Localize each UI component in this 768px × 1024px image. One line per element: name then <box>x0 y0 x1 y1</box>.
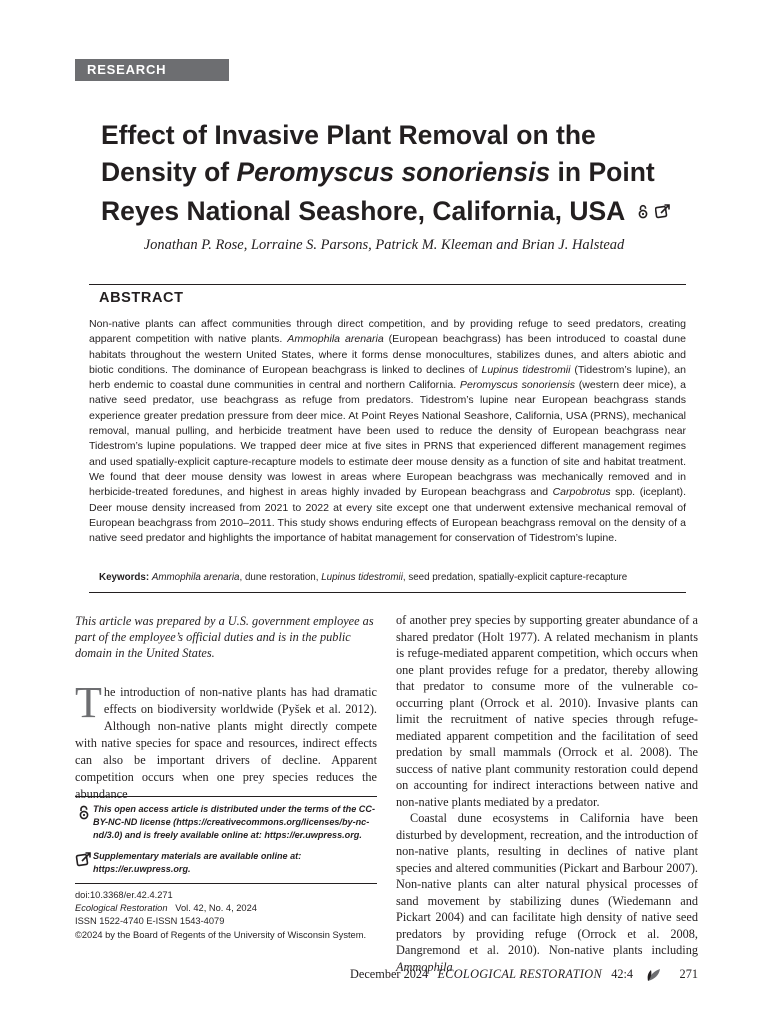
abstract-heading: ABSTRACT <box>99 290 184 306</box>
open-access-note: This open access article is distributed under the terms of the CC-BY-NC-ND license (https://creativecommons.org/licenses/by-nc-nd/3.0) and is freely available online at: https://er.uwpress.org. <box>93 804 375 840</box>
journal-name: Ecological Restoration <box>75 903 168 914</box>
copyright: ©2024 by the Board of Regents of the University of Wisconsin System. <box>75 929 367 940</box>
abstract-body: Non-native plants can affect communities through direct competition, and by providing refuge to seed predators, creating apparent competition with native plants. Ammophila arenaria (European beachgrass) has been introduced to coastal dune habitats throughout the western United States, where it forms dense monocultures, stabilizes dunes, and alters abiotic and biotic conditions. The dominance of European beachgrass is linked to declines of Lupinus tidestromii (Tidestrom’s lupine), an herb endemic to coastal dune communities in central and northern California. Peromyscus sonoriensis (western deer mice), a native seed predator, use beachgrass as refuge from predators. Tidestrom’s lupine near European beachgrass stands experience greater predation pressure from deer mice. At Point Reyes National Seashore, California, USA (PRNS), mechanical removal, manual pulling, and herbicide treatment have been used to reduce the density of European beachgrass near Tidestrom’s lupine populations. We trapped deer mice at five sites in PRNS that experienced different management regimes and used spatially-explicit capture-recapture models to estimate deer mouse density as a function of site and habitat treatment. We found that deer mouse density was lowest in areas where European beachgrass was mechanically removed and in herbicide-treated foredunes, and highest in areas highly invaded by European beachgrass and Carpobrotus spp. (iceplant). Deer mouse density increased from 2021 to 2022 at every site except one that underwent extensive mechanical removal of European beachgrass from 2010–2011. This study shows enduring effects of European beachgrass removal on the density of a native seed predator and highlights the importance of habitat management for conservation of Tidestrom’s lupine. <box>89 318 687 545</box>
doi[interactable]: doi:10.3368/er.42.4.271 <box>75 890 173 900</box>
license-notes <box>75 796 377 876</box>
footer-issue: 42:4 <box>611 967 634 981</box>
supplementary-material-icon <box>75 852 93 867</box>
page-footer <box>350 967 698 982</box>
drop-cap: T <box>75 678 102 727</box>
title-species: Peromyscus sonoriensis <box>236 157 551 187</box>
paragraph: Coastal dune ecosystems in California have been disturbed by development, recreation, and the introduction of non-native plants, resulting in declines of native plant species and altered communities (Pickart and Barbour 2007). Non-native plants can alter natural physical processes of sand movement by stabilizing dunes (Wiedemann and Pickart 2004) and can facilitate high density of native seed predators by providing refuge (Orrock et al. 2008, Dangremond et al. 2010). Non-native plants including Ammophila <box>396 811 698 974</box>
article-type-badge: RESEARCH ARTICLE <box>75 59 229 81</box>
intro-paragraph: The introduction of non-native plants has had dramatic effects on biodiversity worldwide (Pyšek et al. 2012). Although non-native plants might directly compete with native species for space and resources, indirect effects can also be important drivers of decline. Apparent competition occurs when one prey species reduces the abundance <box>75 678 377 801</box>
open-access-icon[interactable] <box>638 204 648 219</box>
volume-info: Vol. 42, No. 4, 2024 <box>175 903 257 914</box>
paragraph: of another prey species by supporting greater abundance of a shared predator (Holt 1977). A related mechanism in plants is refuge-mediated apparent competition, which occurs when one plant provides refuge for a predator, thereby allowing that predator to consume more of the vulnerable co-occurring plant (Orrock et al. 2010). Invasive plants can limit the recruitment of native species through refuge-mediated apparent competition and the facilitation of seed predation by small mammals (Orrock et al. 2008). The success of native plant community restoration could depend on accounting for indirect interactions between native and non-native plants mediated by a predator. <box>396 613 698 809</box>
citation-block <box>75 883 377 942</box>
right-column-body <box>396 612 698 975</box>
page-number: 271 <box>679 967 698 981</box>
title-line-1: Effect of Invasive Plant Removal on the <box>101 120 596 150</box>
open-access-icon <box>75 805 93 820</box>
title-line-3: Reyes National Seashore, California, USA <box>101 196 625 226</box>
supplementary-material-icon[interactable] <box>655 204 671 219</box>
title-line-2b: in Point <box>550 157 655 187</box>
journal-leaf-icon <box>646 968 662 982</box>
issn: ISSN 1522-4740 E-ISSN 1543-4079 <box>75 916 225 927</box>
government-employee-note: This article was prepared by a U.S. government employee as part of the employee’s official duties and is in the public domain in the United States. <box>75 614 374 660</box>
title-line-2a: Density of <box>101 157 237 187</box>
keywords: Keywords: Ammophila arenaria, dune restoration, Lupinus tidestromii, seed predation, spatially-explicit capture-recapture <box>99 572 628 583</box>
author-list: Jonathan P. Rose, Lorraine S. Parsons, Patrick M. Kleeman and Brian J. Halstead <box>143 237 625 253</box>
article-title <box>101 117 721 230</box>
footer-journal: ECOLOGICAL RESTORATION <box>437 967 602 981</box>
abstract-top-rule <box>89 284 686 285</box>
supplementary-note: Supplementary materials are available online at: https://er.uwpress.org. <box>93 851 302 874</box>
issue-date: December 2024 <box>350 967 429 981</box>
abstract-bottom-rule <box>89 592 686 593</box>
